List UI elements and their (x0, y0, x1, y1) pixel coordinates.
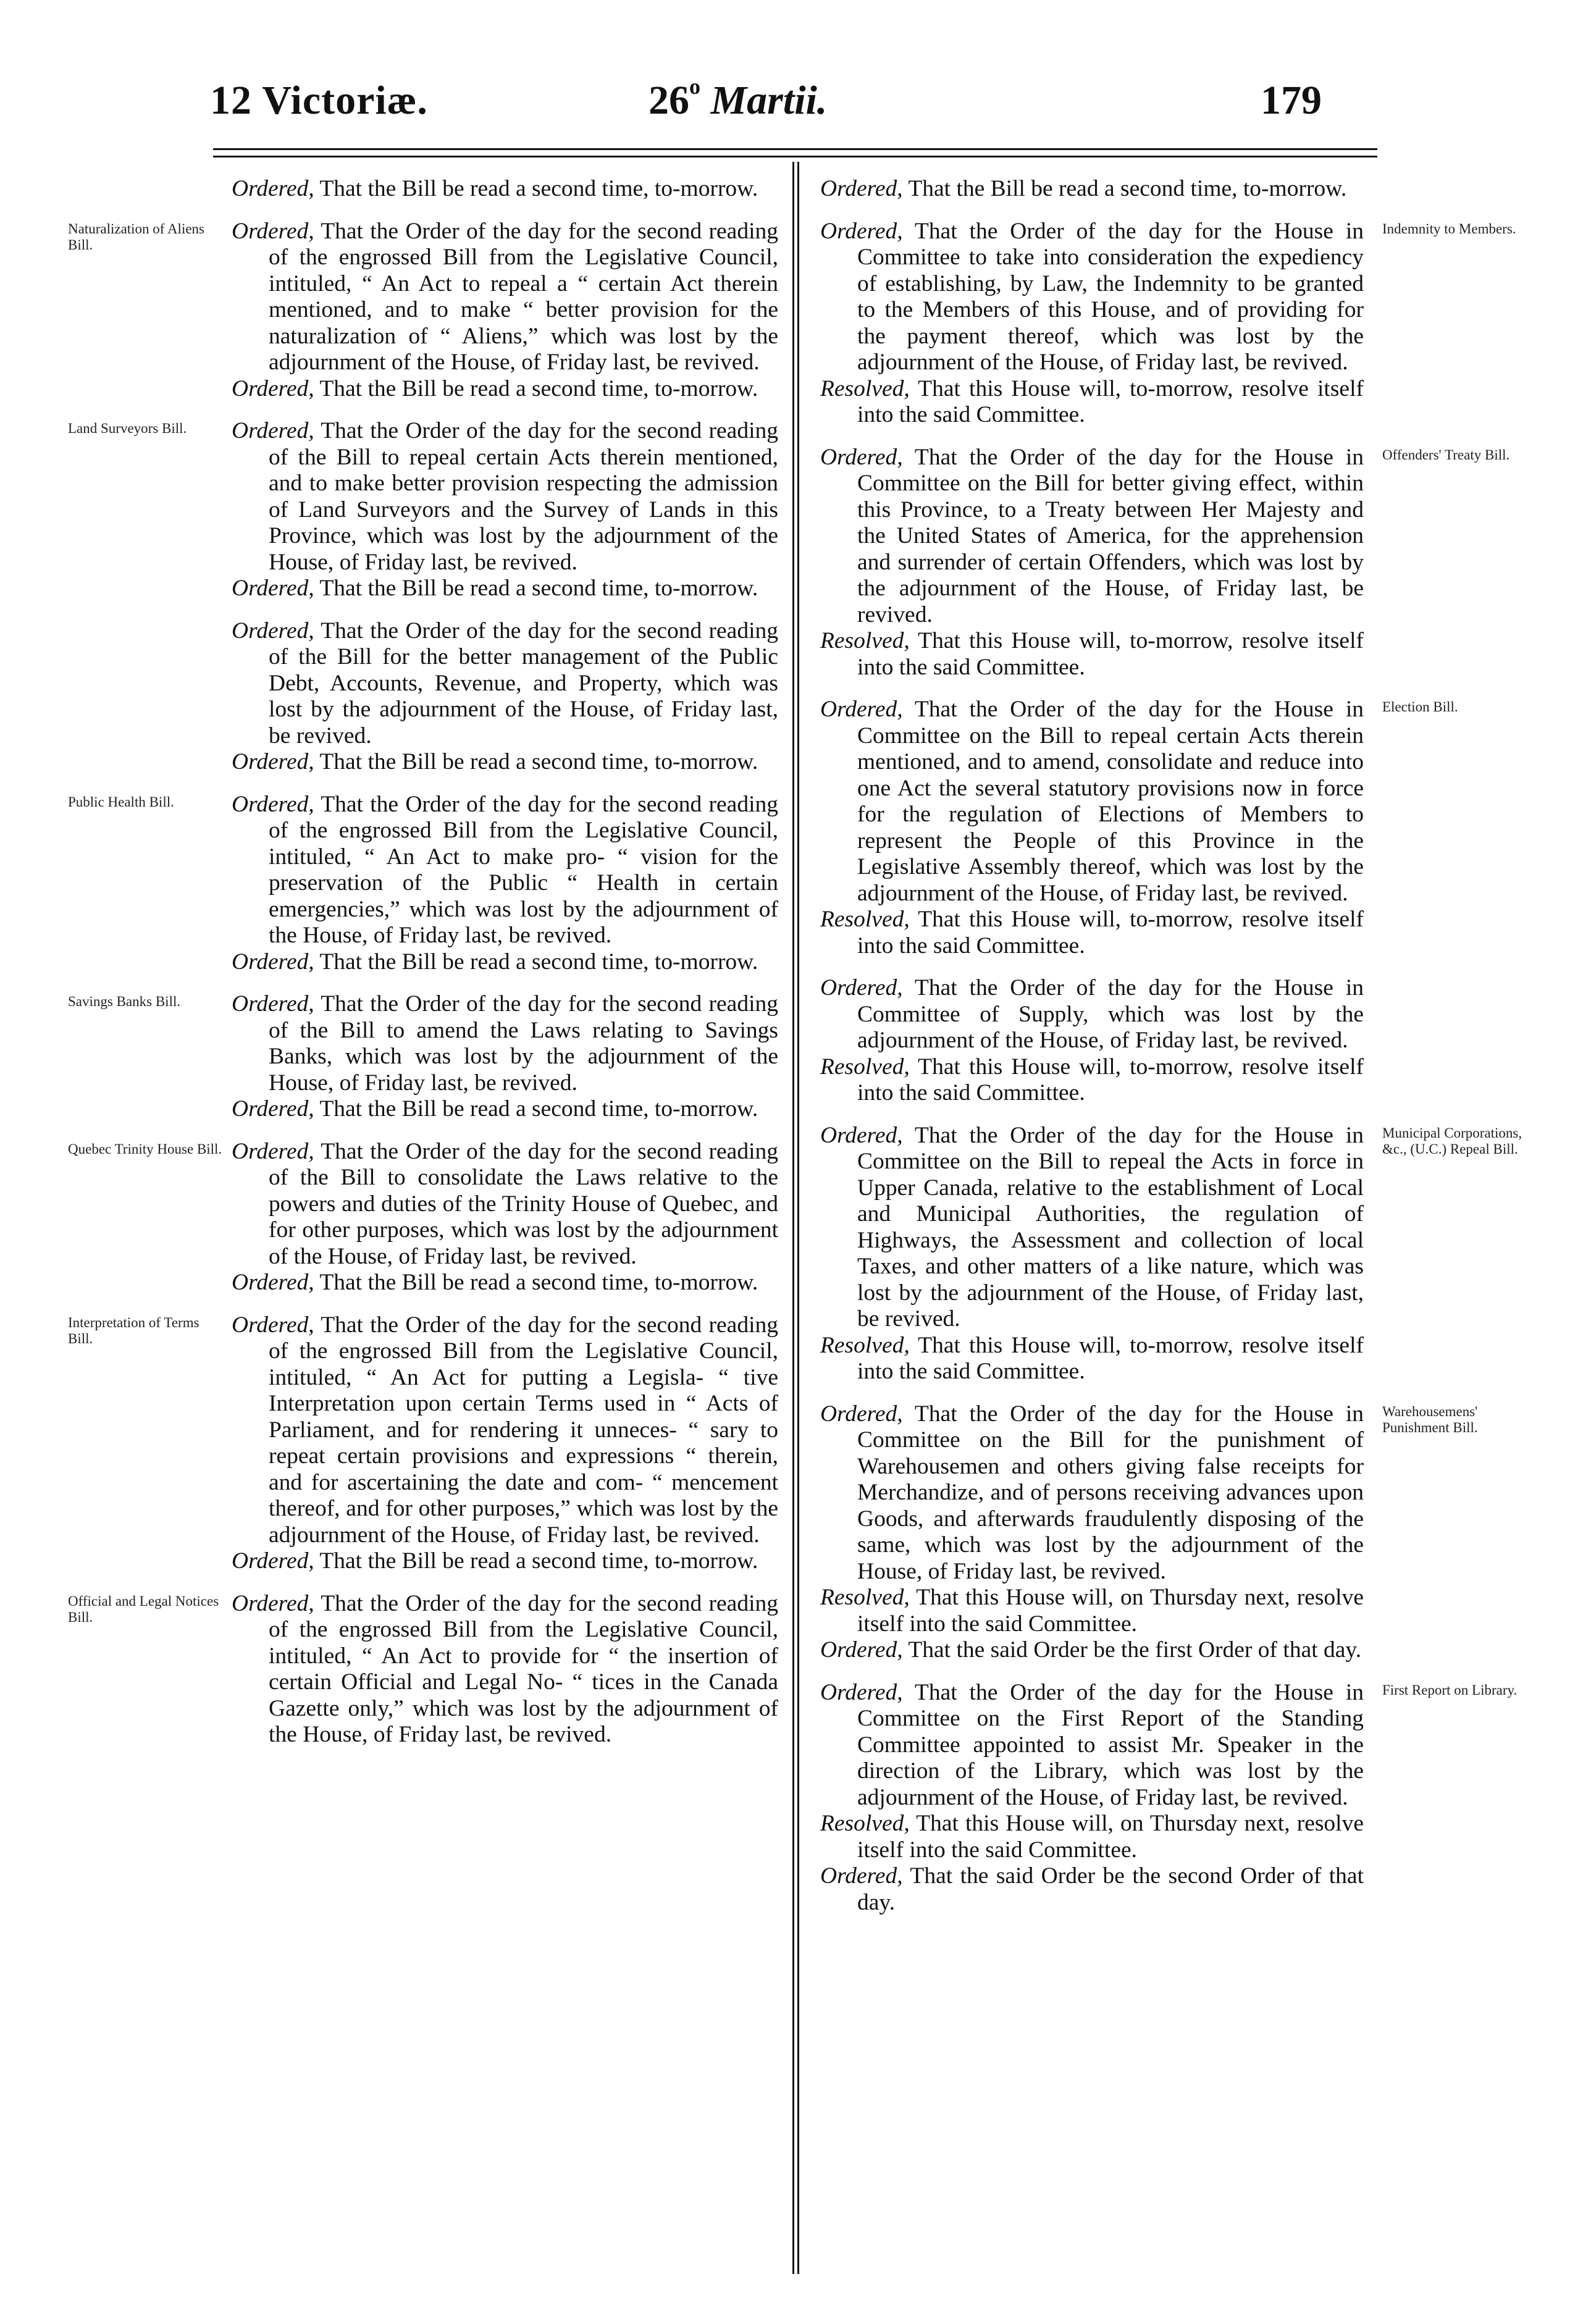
entry-paragraph (232, 749, 778, 776)
entry-text: That the Order of the day for the second reading of the engrossed Bill from the Legislative Council, intituled, “ An Act to make pro- “ vision for the preservation of the Public “ Health in certain emergencies,” which was lost by the adjournment of the House, of Friday last, be revived. (269, 791, 778, 948)
entry-paragraph (820, 975, 1364, 1054)
entry-label: Ordered, (232, 991, 314, 1017)
entry-paragraph (820, 1123, 1364, 1333)
entry-label: Ordered, (820, 1122, 903, 1148)
running-head-date (649, 74, 828, 124)
entry-label: Resolved, (820, 1811, 910, 1836)
entry-text: That this House will, to-morrow, resolve itself into the said Committee. (857, 1054, 1364, 1105)
entry-paragraph (232, 1139, 778, 1270)
entry-text: That this House will, to-morrow, resolve itself into the said Committee. (857, 375, 1364, 427)
marginal-note: First Report on Library. (1382, 1682, 1518, 1698)
journal-entry (820, 1679, 1518, 1916)
entry-label: Ordered, (232, 576, 314, 601)
entry-text: That the Order of the day for the House in Committee on the First Report of the Standing Committee appointed to assist Mr. Speaker in the direction of the Library, which was lost by the adjournment of the House, of Friday last, be revived. (857, 1679, 1364, 1810)
entry-paragraph (232, 418, 778, 576)
entry-label: Ordered, (820, 1401, 903, 1427)
entry-label: Ordered, (232, 749, 314, 774)
right-column (820, 176, 1522, 1932)
entry-paragraph (820, 1863, 1364, 1916)
entry-text: That the Bill be read a second time, to-morrow. (314, 1548, 758, 1574)
entry-paragraph (232, 576, 778, 602)
marginal-note: Quebec Trinity House Bill. (68, 1141, 222, 1157)
entry-label: Ordered, (232, 949, 314, 975)
entry-paragraph (232, 219, 778, 376)
journal-entry (68, 791, 778, 976)
entry-text: That the Bill be read a second time, to-morrow. (314, 749, 758, 774)
date-month: Martii. (710, 78, 828, 123)
entry-paragraph (232, 1096, 778, 1123)
marginal-note: Interpretation of Terms Bill. (68, 1314, 199, 1346)
entry-label: Ordered, (232, 418, 314, 443)
entry-text: That the Bill be read a second time, to-morrow. (314, 375, 758, 401)
journal-entry (820, 975, 1364, 1107)
entry-text: That the Bill be read a second time, to-morrow. (314, 1270, 758, 1295)
entry-text: That the Order of the day for the second reading of the engrossed Bill from the Legislative Council, intituled, “ An Act to repeal a “ certain Act therein mentioned, and to make “ better provision for the naturalization of “ Aliens,” which was lost by the adjournment of the House, of Friday last, be revived. (269, 218, 778, 375)
entry-label: Ordered, (820, 1637, 903, 1663)
entry-text: That the said Order be the first Order of that day. (902, 1637, 1362, 1663)
entry-text: That the Order of the day for the House in Committee to take into consideration the expediency of establishing, by Law, the Indemnity to be granted to the Members of this House, and of providing for the payment thereof, which was lost by the adjournment of the House, of Friday last, be revived. (857, 218, 1364, 375)
entry-text: That the Bill be read a second time, to-morrow. (314, 949, 758, 975)
entry-paragraph (820, 1585, 1364, 1637)
entry-text: That this House will, to-morrow, resolve itself into the said Committee. (857, 628, 1364, 680)
entry-label: Ordered, (232, 791, 314, 817)
entry-label: Ordered, (820, 176, 903, 201)
entry-label: Ordered, (820, 1863, 903, 1889)
journal-entry (68, 418, 778, 602)
entry-paragraph (820, 697, 1364, 907)
journal-entry (68, 1312, 778, 1575)
entry-text: That the Bill be read a second time, to-morrow. (314, 1096, 758, 1122)
entry-paragraph (232, 1270, 778, 1296)
journal-entry (232, 176, 778, 203)
entry-label: Ordered, (820, 444, 903, 470)
entry-paragraph (232, 176, 778, 203)
header-rule-top (213, 148, 1377, 150)
entry-text: That the Order of the day for the second reading of the engrossed Bill from the Legislative Council, intituled, “ An Act for putting a Legisla- “ tive Interpretation upon certain Terms used in “ Acts of Parliament, and for rendering it unneces- “ sary to repeat certain provisions and expressions “ therein, and for ascertaining the date and com- “ mencement thereof, and for other purposes,” which was lost by the adjournment of the House, of Friday last, be revived. (269, 1312, 778, 1548)
journal-entry (820, 444, 1510, 681)
entry-label: Ordered, (232, 1096, 314, 1122)
entry-text: That the Order of the day for the House in Committee on the Bill to repeal certain Acts therein mentioned, and to amend, consolidate and reduce into one Act the several statutory provisions now in force for the regulation of Elections of Members to represent the People of this Province in the Legislative Assembly thereof, which was lost by the adjournment of the House, of Friday last, be revived. (857, 697, 1364, 906)
journal-entry (68, 1590, 778, 1748)
entry-text: That this House will, on Thursday next, resolve itself into the said Committee. (857, 1585, 1364, 1637)
entry-paragraph (820, 1333, 1364, 1385)
header-rule-bottom (213, 156, 1377, 157)
entry-paragraph (232, 618, 778, 750)
entry-text: That the Order of the day for the House in Committee on the Bill for the punishment of Warehousemen and others giving false receipts for Merchandize, and of persons receiving advances upon Goods, and afterwards fraudulently disposing of the same, which was lost by the adjournment of the House, of Friday last, be revived. (857, 1401, 1364, 1584)
entry-paragraph (820, 628, 1364, 681)
entry-text: That the Order of the day for the second reading of the engrossed Bill from the Legislative Council, intituled, “ An Act to provide for “ the insertion of certain Official and Legal No- “ tices in the Canada Gazette only,” which was lost by the adjournment of the House, of Friday last, be revived. (269, 1590, 778, 1747)
entry-text: That the Order of the day for the second reading of the Bill to consolidate the Laws relative to the powers and duties of the Trinity House of Quebec, and for other purposes, which was lost by the adjournment of the House, of Friday last, be revived. (269, 1138, 778, 1269)
entry-paragraph (820, 1637, 1364, 1664)
page-header (210, 74, 1383, 139)
entry-paragraph (232, 1548, 778, 1575)
journal-entry (820, 218, 1516, 429)
date-ordinal: o (689, 74, 700, 99)
running-head-session: 12 Victoriæ. (210, 78, 428, 123)
entry-paragraph (232, 949, 778, 976)
marginal-note: Land Surveyors Bill. (68, 421, 187, 436)
entry-label: Resolved, (820, 907, 910, 932)
entry-paragraph (232, 792, 778, 949)
journal-entry (820, 1122, 1522, 1385)
marginal-note: Official and Legal Notices Bill. (68, 1593, 219, 1625)
entry-label: Resolved, (820, 628, 910, 653)
entry-text: That the Order of the day for the House in Committee on the Bill for better giving effect, within this Province, to a Treaty between Her Majesty and the United States of America, for the apprehension and surrender of certain Offenders, which was lost by the adjournment of the House, of Friday last, be revived. (857, 444, 1364, 627)
entry-label: Ordered, (820, 218, 903, 244)
date-day: 26 (649, 78, 689, 123)
entry-label: Ordered, (232, 1590, 314, 1616)
left-column (68, 176, 778, 1764)
entry-text: That this House will, on Thursday next, resolve itself into the said Committee. (857, 1811, 1364, 1863)
column-rule-left (792, 162, 794, 2274)
entry-label: Resolved, (820, 1054, 910, 1080)
entry-text: That this House will, to-morrow, resolve itself into the said Committee. (857, 1332, 1364, 1384)
entry-text: That the Order of the day for the second reading of the Bill to repeal certain Acts therein mentioned, and to make better provision respecting the admission of Land Surveyors and the Survey of Lands in this Province, which was lost by the adjournment of the House, of Friday last, be revived. (269, 418, 778, 575)
entry-paragraph (232, 376, 778, 403)
marginal-note: Naturalization of Aliens Bill. (68, 220, 204, 253)
page-number: 179 (1261, 78, 1322, 123)
entry-label: Ordered, (232, 1138, 314, 1164)
marginal-note: Warehousemens' Punishment Bill. (1382, 1403, 1478, 1435)
entry-paragraph (820, 376, 1364, 429)
entry-text: That the Order of the day for the House in Committee of Supply, which was lost by the adjournment of the House, of Friday last, be revived. (857, 975, 1364, 1053)
entry-paragraph (820, 907, 1364, 959)
marginal-note: Offenders' Treaty Bill. (1382, 447, 1510, 463)
entry-paragraph (232, 991, 778, 1096)
entry-paragraph (820, 445, 1364, 629)
entry-label: Ordered, (232, 176, 314, 201)
entry-text: That the said Order be the second Order of that day. (857, 1863, 1364, 1915)
entry-label: Resolved, (820, 1585, 910, 1610)
entry-paragraph (232, 1591, 778, 1748)
journal-entry (68, 1138, 778, 1296)
entry-text: That the Order of the day for the second reading of the Bill for the better management of the Public Debt, Accounts, Revenue, and Property, which was lost by the adjournment of the House, of Friday last, be revived. (269, 618, 778, 749)
journal-entry (820, 1401, 1478, 1664)
entry-label: Ordered, (232, 375, 314, 401)
entry-label: Resolved, (820, 1332, 910, 1358)
journal-entry (68, 218, 778, 403)
entry-text: That the Bill be read a second time, to-morrow. (902, 176, 1347, 201)
entry-paragraph (820, 1680, 1364, 1811)
entry-label: Ordered, (820, 1679, 903, 1705)
marginal-note: Public Health Bill. (68, 794, 174, 810)
entry-label: Ordered, (232, 218, 314, 244)
entry-label: Ordered, (232, 1548, 314, 1574)
entry-text: That the Bill be read a second time, to-morrow. (314, 576, 758, 601)
journal-entry (820, 697, 1458, 959)
entry-paragraph (820, 219, 1364, 376)
entry-text: That the Order of the day for the second reading of the Bill to amend the Laws relating to Savings Banks, which was lost by the adjournment of the House, of Friday last, be revived. (269, 991, 778, 1096)
entry-label: Ordered, (232, 618, 314, 644)
entry-text: That this House will, to-morrow, resolve itself into the said Committee. (857, 907, 1364, 959)
journal-entry (820, 176, 1364, 203)
entry-paragraph (232, 1312, 778, 1549)
marginal-note: Savings Banks Bill. (68, 994, 181, 1009)
entry-paragraph (820, 1054, 1364, 1107)
marginal-note: Indemnity to Members. (1382, 220, 1516, 237)
column-rule-right (797, 162, 799, 2274)
entry-paragraph (820, 176, 1364, 203)
entry-label: Ordered, (820, 975, 903, 1000)
journal-entry (68, 991, 778, 1123)
entry-label: Ordered, (232, 1270, 314, 1295)
journal-entry (232, 618, 778, 776)
entry-label: Resolved, (820, 375, 910, 401)
entry-paragraph (820, 1401, 1364, 1585)
entry-paragraph (820, 1811, 1364, 1863)
entry-text: That the Order of the day for the House in Committee on the Bill to repeal the Acts in force in Upper Canada, relative to the establishment of Local and Municipal Authorities, the regulation of Highways, the Assessment and collection of local Taxes, and other matters of a like nature, which was lost by the adjournment of the House, of Friday last, be revived. (857, 1122, 1364, 1332)
marginal-note: Municipal Corporations, &c., (U.C.) Repeal Bill. (1382, 1125, 1522, 1157)
marginal-note: Election Bill. (1382, 699, 1458, 715)
entry-label: Ordered, (232, 1312, 314, 1338)
entry-label: Ordered, (820, 697, 903, 722)
entry-text: That the Bill be read a second time, to-morrow. (314, 176, 758, 201)
